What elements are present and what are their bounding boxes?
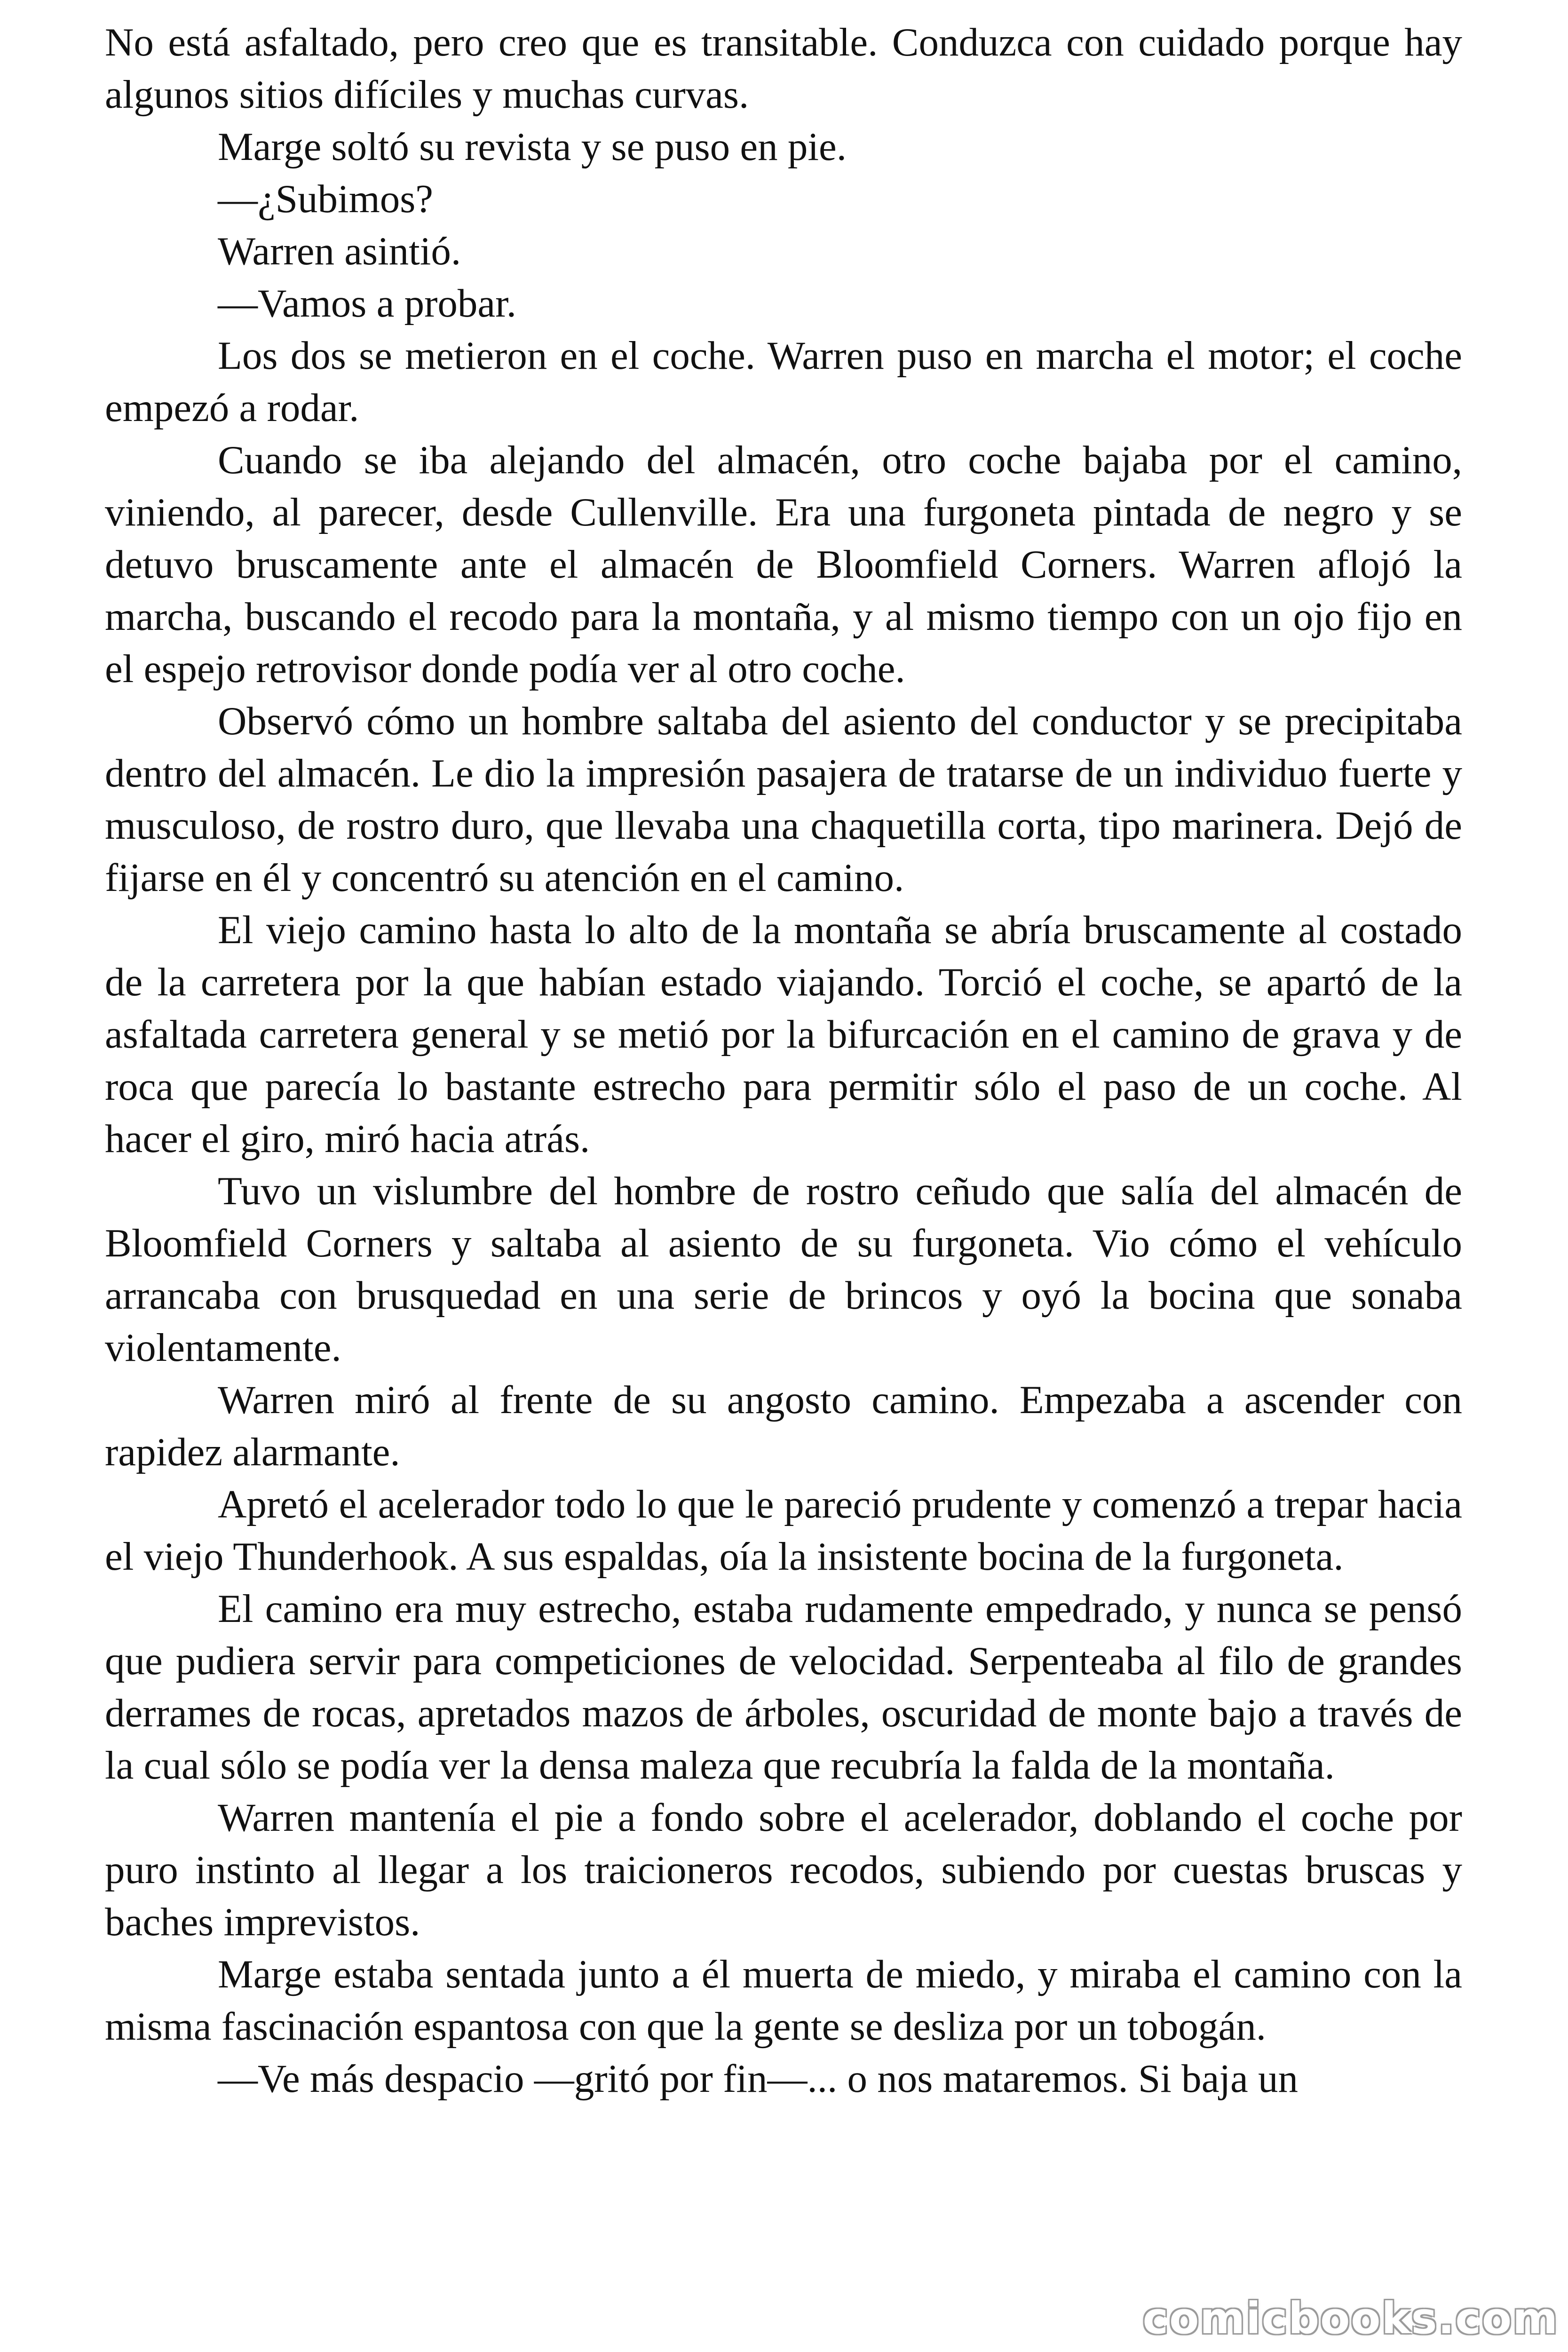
paragraph: El viejo camino hasta lo alto de la montaña se abría bruscamente al costado de la carretera por la que habían estado viajando. Torció el coche, se apartó de la asfaltada carretera general y se metió por la bifurcación en el camino de grava y de roca que parecía lo bastante estrecho para permitir sólo el paso de un coche. Al hacer el giro, miró hacia atrás. bbox=[105, 908, 1462, 1161]
paragraph: Marge soltó su revista y se puso en pie. bbox=[218, 125, 847, 169]
paragraph: Cuando se iba alejando del almacén, otro coche bajaba por el camino, viniendo, al parecer, desde Cullenville. Era una furgoneta pintada de negro y se detuvo bruscamente ante el almacén de Bloomfield Corners. Warren aflojó la marcha, buscando el recodo para la montaña, y al mismo tiempo con un ojo fijo en el espejo retrovisor donde podía ver al otro coche. bbox=[105, 438, 1462, 691]
paragraph: Warren mantenía el pie a fondo sobre el acelerador, doblando el coche por puro instinto al llegar a los traicioneros recodos, subiendo por cuestas bruscas y baches imprevistos. bbox=[105, 1796, 1462, 1944]
paragraph: —Vamos a probar. bbox=[218, 281, 517, 326]
paragraph: El camino era muy estrecho, estaba rudamente empedrado, y nunca se pensó que pudiera servir para competiciones de velocidad. Serpenteaba al filo de grandes derrames de rocas, apretados mazos de árboles, oscuridad de monte bajo a través de la cual sólo se podía ver la densa maleza que recubría la falda de la montaña. bbox=[105, 1587, 1462, 1788]
paragraph: Observó cómo un hombre saltaba del asiento del conductor y se precipitaba dentro del almacén. Le dio la impresión pasajera de tratarse de un individuo fuerte y musculoso, de rostro duro, que llevaba una chaquetilla corta, tipo marinera. Dejó de fijarse en él y concentró su atención en el camino. bbox=[105, 699, 1462, 900]
watermark: comicbooks.com bbox=[1142, 2293, 1559, 2344]
paragraph: Marge estaba sentada junto a él muerta de miedo, y miraba el camino con la misma fascinación espantosa con que la gente se desliza por un tobogán. bbox=[105, 1952, 1462, 2049]
paragraph: Warren asintió. bbox=[218, 229, 461, 273]
page-body bbox=[105, 16, 1462, 2105]
paragraph: Tuvo un vislumbre del hombre de rostro ceñudo que salía del almacén de Bloomfield Corners y saltaba al asiento de su furgoneta. Vio cómo el vehículo arrancaba con brusquedad en una serie de brincos y oyó la bocina que sonaba violentamente. bbox=[105, 1169, 1462, 1370]
paragraph: Apretó el acelerador todo lo que le pareció prudente y comenzó a trepar hacia el viejo Thunderhook. A sus espaldas, oía la insistente bocina de la furgoneta. bbox=[105, 1482, 1462, 1579]
paragraph: —Ve más despacio —gritó por fin—... o nos mataremos. Si baja un bbox=[218, 2057, 1298, 2101]
paragraph: Warren miró al frente de su angosto camino. Empezaba a ascender con rapidez alarmante. bbox=[105, 1378, 1462, 1474]
paragraph: No está asfaltado, pero creo que es transitable. Conduzca con cuidado porque hay algunos sitios difíciles y muchas curvas. bbox=[105, 20, 1462, 117]
paragraph: —¿Subimos? bbox=[218, 177, 434, 221]
paragraph: Los dos se metieron en el coche. Warren puso en marcha el motor; el coche empezó a rodar. bbox=[105, 334, 1462, 430]
